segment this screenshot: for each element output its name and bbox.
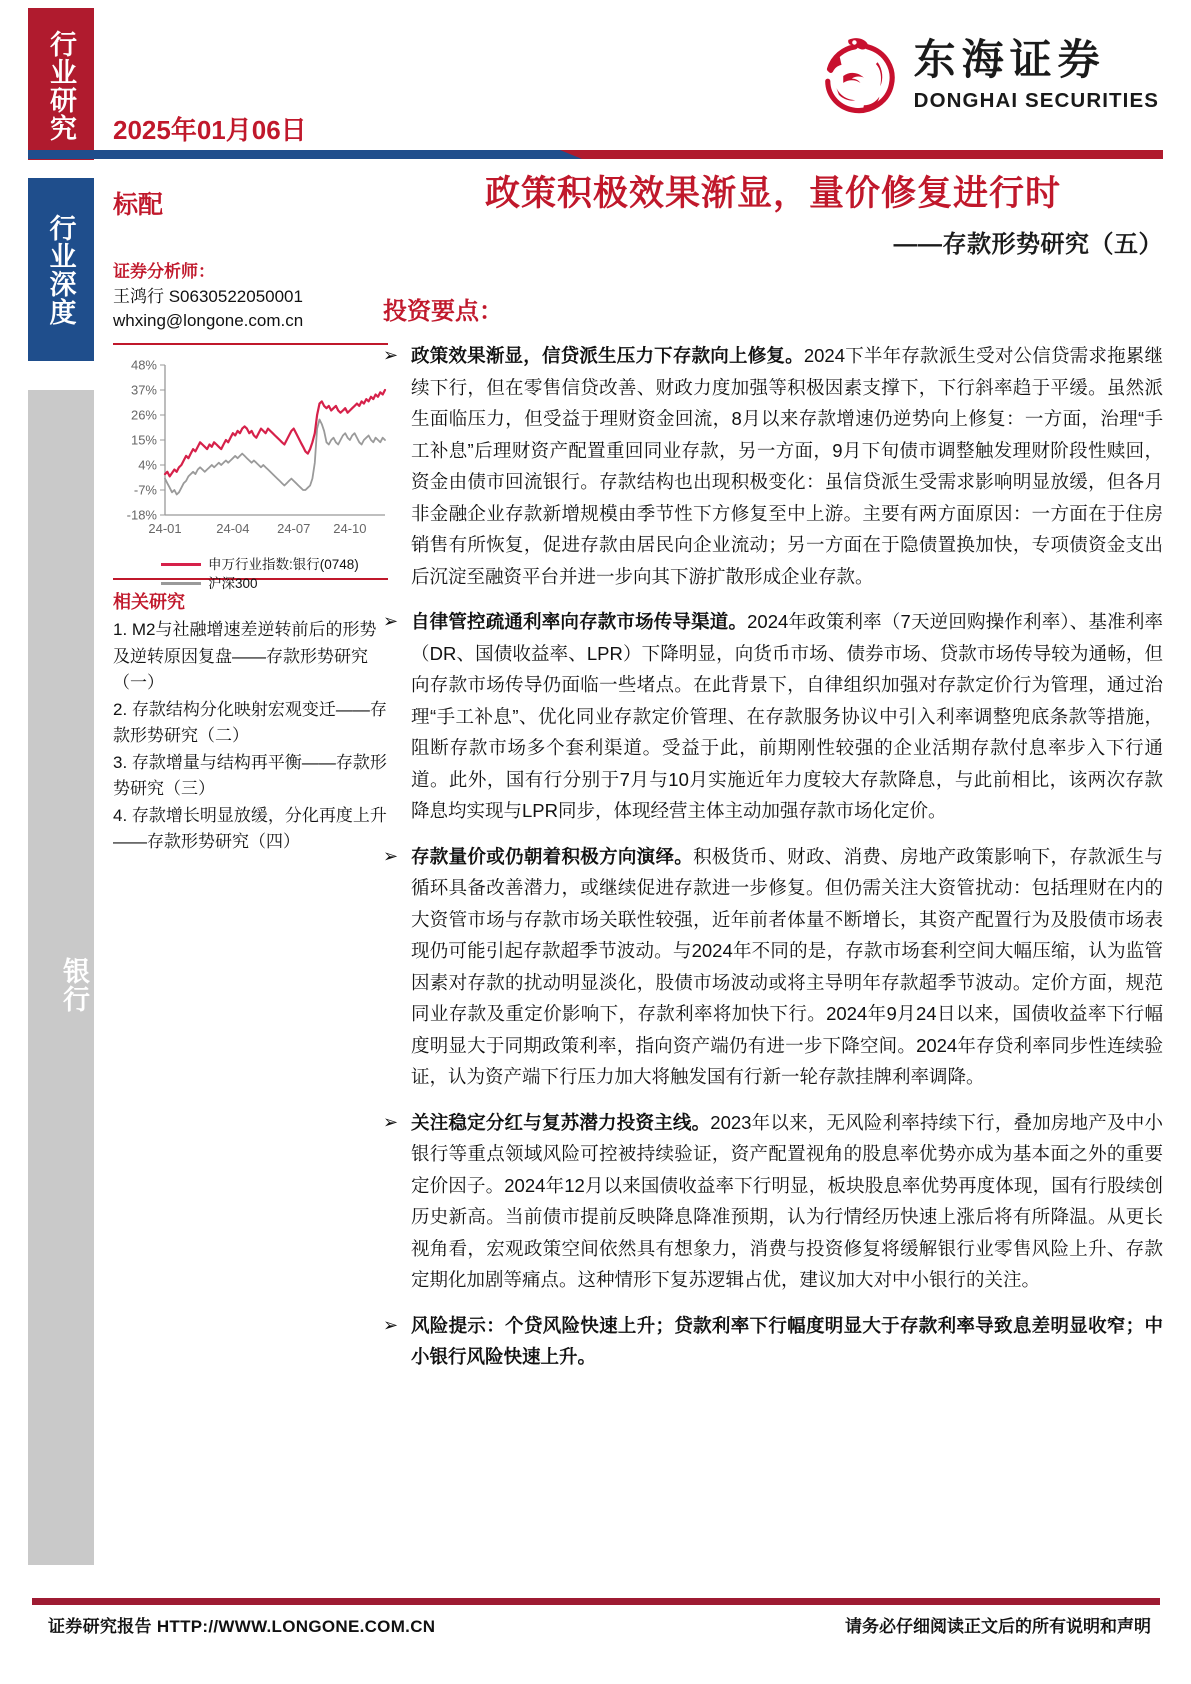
investment-point-body: 积极货币、财政、消费、房地产政策影响下，存款派生与循环具备改善潜力，或继续促进存款进一步修复。但仍需关注大资管扰动：包括理财在内的大资管市场与存款市场关联性较强，近年前者体量不断增长，其资产配置行为及股债市场表现仍可能引起存款超季节波动。与2024年不同的是，存款市场套利空间大幅压缩，认为监管因素对存款的扰动明显淡化，股债市场波动或将主导明年存款超季节波动。定价方面，规范同业存款及重定价影响下，存款利率将加快下行。2024年9月24日以来，国债收益率下行幅度明显大于同期政策利率，指向资产端仍有进一步下降空间。2024年存贷利率同步性连续验证，认为资产端下行压力加大将触发国有行新一轮存款挂牌利率调降。 (411, 845, 1163, 1087)
investment-points-heading: 投资要点： (383, 298, 503, 325)
vertical-tab-industry-depth: 行业深度 (28, 178, 94, 361)
investment-point-text (411, 340, 1163, 592)
bullet-marker-icon: ➢ (383, 345, 399, 365)
related-research-list (113, 617, 388, 856)
company-logo (814, 30, 1159, 122)
vertical-tab-industry-research: 行业研究 (28, 8, 94, 160)
related-research-item[interactable]: 2. 存款结构分化映射宏观变迁——存款形势研究（二） (113, 699, 387, 745)
svg-text:4%: 4% (138, 457, 157, 473)
performance-chart-svg (113, 353, 388, 553)
header-rule-blue (28, 150, 583, 159)
investment-points-list (383, 340, 1163, 1373)
footer-rule (32, 1598, 1160, 1605)
logo-chinese-name: 东海证券 (913, 38, 1106, 85)
logo-english-name: DONGHAI SECURITIES (913, 89, 1159, 113)
investment-point-text (411, 1310, 1163, 1373)
related-research-item[interactable]: 3. 存款增量与结构再平衡——存款形势研究（三） (113, 752, 387, 798)
investment-point-body: 2023年以来，无风险利率持续下行，叠加房地产及中小银行等重点领域风险可控被持续验证，资产配置视角的股息率优势亦成为基本面之外的重要定价因子。2024年12月以来国债收益率下行明显，板块股息率优势再度体现，国有行股续创历史新高。当前债市提前反映降息降准预期，认为行情经历快速上涨后将有所降温。从更长视角看，宏观政策空间依然具有想象力，消费与投资修复将缓解银行业零售风险上升、存款定期化加剧等痛点。这种情形下复苏逻辑占优，建议加大对中小银行的关注。 (411, 1111, 1163, 1290)
dragon-circle-logo-icon (814, 30, 900, 122)
legend-swatch-bank-index (161, 563, 201, 566)
bullet-marker-icon: ➢ (383, 611, 399, 631)
report-date: 2025年01月06日 (113, 115, 307, 145)
investment-point-body: 2024年政策利率（7天逆回购操作利率）、基准利率（DR、国债收益率、LPR）下降明显，向货币市场、债券市场、贷款市场传导较为通畅，但向存款市场传导仍面临一些堵点。在此背景下，自律组织加强对存款定价行为管理，通过治理“手工补息”、优化同业存款定价管理、在存款服务协议中引入利率调整兜底条款等措施，阻断存款市场多个套利渠道。受益于此，前期刚性较强的企业活期存款付息率步入下行通道。此外，国有行分别于7月与10月实施近年力度较大存款降息，与此前相比，该两次存款降息均实现与LPR同步，体现经营主体主动加强存款市场化定价。 (411, 611, 1163, 821)
main-content (383, 172, 1163, 1387)
investment-point (383, 841, 1163, 1093)
svg-text:24-07: 24-07 (277, 521, 311, 536)
divider-red-top (113, 343, 388, 345)
bullet-marker-icon: ➢ (383, 1111, 399, 1132)
sidebar-content (113, 185, 388, 856)
investment-point-text (411, 1107, 1163, 1296)
svg-text:-18%: -18% (126, 507, 157, 523)
investment-point-text (411, 841, 1163, 1093)
analyst-name-and-code: 王鸿行 S0630522050001 (113, 287, 303, 306)
performance-chart (113, 353, 388, 591)
investment-point (383, 340, 1163, 592)
svg-text:37%: 37% (130, 382, 157, 398)
investment-point-text (411, 606, 1163, 827)
bullet-marker-icon: ➢ (383, 845, 399, 866)
page-title: 政策积极效果渐显，量价修复进行时 (484, 174, 1061, 213)
analyst-heading: 证券分析师： (113, 262, 215, 281)
investment-point-lead: 自律管控疏通利率向存款市场传导渠道。 (411, 611, 748, 632)
related-research-item[interactable]: 1. M2与社融增速差逆转前后的形势及逆转原因复盘——存款形势研究（一） (113, 620, 377, 692)
legend-item-csi300 (161, 574, 388, 593)
rating-badge: 标配 (113, 191, 164, 219)
svg-text:26%: 26% (130, 407, 157, 423)
related-research-item[interactable]: 4. 存款增长明显放缓，分化再度上升——存款形势研究（四） (113, 805, 387, 851)
header-rule-red (560, 150, 1163, 159)
investment-point-lead: 关注稳定分红与复苏潜力投资主线。 (411, 1111, 711, 1133)
legend-item-bank-index (161, 555, 388, 574)
legend-swatch-csi300 (161, 582, 201, 585)
svg-text:24-04: 24-04 (216, 521, 250, 536)
analyst-email: whxing@longone.com.cn (113, 311, 304, 330)
investment-point-lead: 风险提示： (411, 1314, 506, 1336)
investment-point (383, 1107, 1163, 1296)
page-subtitle: ——存款形势研究（五） (893, 231, 1163, 258)
svg-text:-7%: -7% (133, 482, 157, 498)
vertical-tab-sector-bank: 银行 (28, 390, 94, 1565)
legend-label-csi300: 沪深300 (208, 576, 258, 591)
svg-text:48%: 48% (130, 357, 157, 373)
bullet-marker-icon: ➢ (383, 1314, 399, 1335)
investment-point (383, 606, 1163, 827)
related-research-title: 相关研究 (113, 592, 185, 612)
footer-right-text: 请务必仔细阅读正文后的所有说明和声明 (845, 1617, 1151, 1636)
investment-point-lead: 政策效果渐显，信贷派生压力下存款向上修复。 (411, 345, 804, 366)
footer-left-text: 证券研究报告 HTTP://WWW.LONGONE.COM.CN (48, 1617, 436, 1636)
investment-point (383, 1310, 1163, 1373)
investment-point-lead: 存款量价或仍朝着积极方向演绎。 (411, 845, 694, 867)
investment-point-bold-body: 个贷风险快速上升；贷款利率下行幅度明显大于存款利率导致息差明显收窄；中小银行风险快速上升。 (411, 1314, 1163, 1367)
investment-point-body: 2024下半年存款派生受对公信贷需求拖累继续下行，但在零售信贷改善、财政力度加强等积极因素支撑下，下行斜率趋于平缓。虽然派生面临压力，但受益于理财资金回流，8月以来存款增速仍逆势向上修复：一方面，治理“手工补息”后理财资产配置重回同业存款，另一方面，9月下旬债市调整触发理财阶段性赎回，资金由债市回流银行。存款结构也出现积极变化：虽信贷派生受需求影响明显放缓，但各月非金融企业存款新增规模由季节性下方修复至中上游。主要有两方面原因：一方面在于住房销售有所恢复，促进存款由居民向企业流动；另一方面在于隐债置换加快，专项债资金支出后沉淀至融资平台并进一步向其下游扩散形成企业存款。 (411, 345, 1163, 587)
svg-text:24-01: 24-01 (148, 521, 182, 536)
svg-text:15%: 15% (130, 432, 157, 448)
svg-text:24-10: 24-10 (333, 521, 367, 536)
legend-label-bank-index: 申万行业指数:银行(0748) (208, 557, 359, 572)
chart-legend (113, 555, 388, 593)
